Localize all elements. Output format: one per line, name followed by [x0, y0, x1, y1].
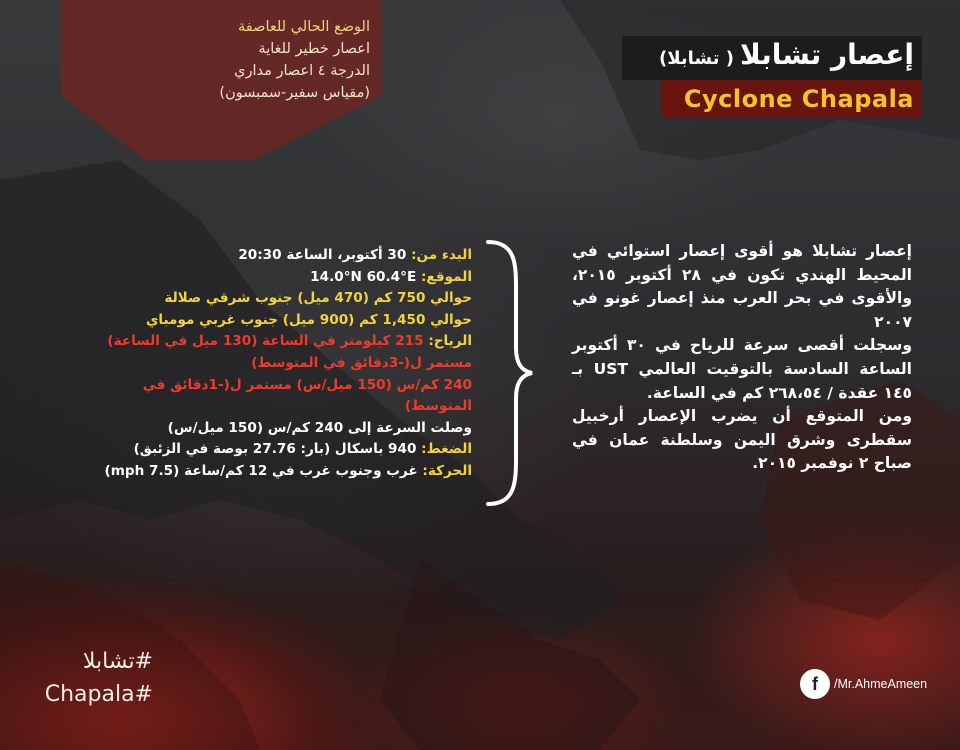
- movement-label: الحركة:: [422, 462, 472, 479]
- description-paragraph-1: إعصار تشابلا هو أقوى إعصار استوائي في المحيط الهندي تكون في ٢٨ أكتوبر ٢٠١٥، والأقوى في بحر العرب منذ إعصار غونو في ٢٠٠٧: [572, 242, 912, 331]
- distance-salalah: حوالي 750 كم (470 ميل) جنوب شرقي صلالة: [164, 290, 472, 307]
- location-row: [72, 267, 472, 289]
- status-line-4: (مقياس سفير-سمبسون): [219, 85, 370, 101]
- movement-value: غرب وجنوب غرب في 12 كم/ساعة (7.5 mph): [104, 462, 418, 479]
- winds-value: 215 كيلومتر في الساعة (130 ميل في الساعة): [107, 333, 424, 350]
- location-value: 14.0°N 60.4°E: [310, 268, 417, 285]
- winds-line-3: 240 كم/س (150 ميل/س) مستمر ل(-1دقائق في المتوسط): [142, 376, 472, 415]
- title-english: Cyclone Chapala: [683, 85, 914, 113]
- description-paragraph-3: ومن المتوقع أن يضرب الإعصار أرخبيل سقطرى وشرق اليمن وسلطنة عمان في صباح ٢ نوفمبر ٢٠١٥.: [572, 407, 912, 473]
- winds-line-2: مستمر ل(-3دقائق في المتوسط): [251, 354, 472, 371]
- status-line-3: الدرجة ٤ اعصار مداري: [234, 63, 370, 79]
- pressure-row: [72, 439, 472, 461]
- hashtags: [18, 645, 153, 711]
- speed-reached: وصلت السرعة إلى 240 كم/س (150 ميل/س): [167, 419, 472, 436]
- movement-row: [72, 461, 472, 483]
- title-block: [620, 36, 940, 120]
- location-label: الموقع:: [420, 268, 472, 285]
- curly-brace-divider: [478, 238, 538, 508]
- start-label: البدء من:: [411, 247, 472, 263]
- start-row: [72, 245, 472, 267]
- facebook-icon: f: [800, 669, 830, 699]
- storm-status: [80, 16, 370, 104]
- winds-label: الرياح:: [428, 333, 472, 350]
- pressure-label: الضغط:: [421, 441, 472, 458]
- winds-row: [72, 331, 472, 353]
- start-value: 30 أكتوبر، الساعة 20:30: [238, 247, 407, 263]
- hashtag-arabic: #تشابلا: [82, 649, 153, 674]
- title-arabic: [659, 38, 914, 71]
- status-heading: الوضع الحالي للعاصفة: [238, 19, 370, 35]
- description-paragraph-2: وسجلت أقصى سرعة للرياح في ٣٠ أكتوبر الساعة السادسة بالتوقيت العالمي UST بـ ١٤٥ عقدة / ٢٦٨،٥٤ كم في الساعة.: [572, 336, 912, 402]
- pressure-value: 940 باسكال (بار: 27.76 بوصة في الزئبق): [133, 441, 417, 458]
- facebook-handle: /Mr.AhmeAmeen: [834, 677, 928, 691]
- title-arabic-paren: ( تشابلا): [659, 48, 734, 69]
- distance-mumbai: حوالي 1,450 كم (900 ميل) جنوب غربي مومباي: [145, 311, 472, 328]
- hashtag-english: Chapala#: [44, 682, 153, 707]
- storm-details: [72, 245, 472, 483]
- status-line-2: اعصار خطير للغاية: [258, 41, 370, 57]
- title-arabic-main: إعصار تشابلا: [740, 38, 914, 71]
- facebook-credit[interactable]: [800, 667, 927, 701]
- description: [572, 240, 912, 476]
